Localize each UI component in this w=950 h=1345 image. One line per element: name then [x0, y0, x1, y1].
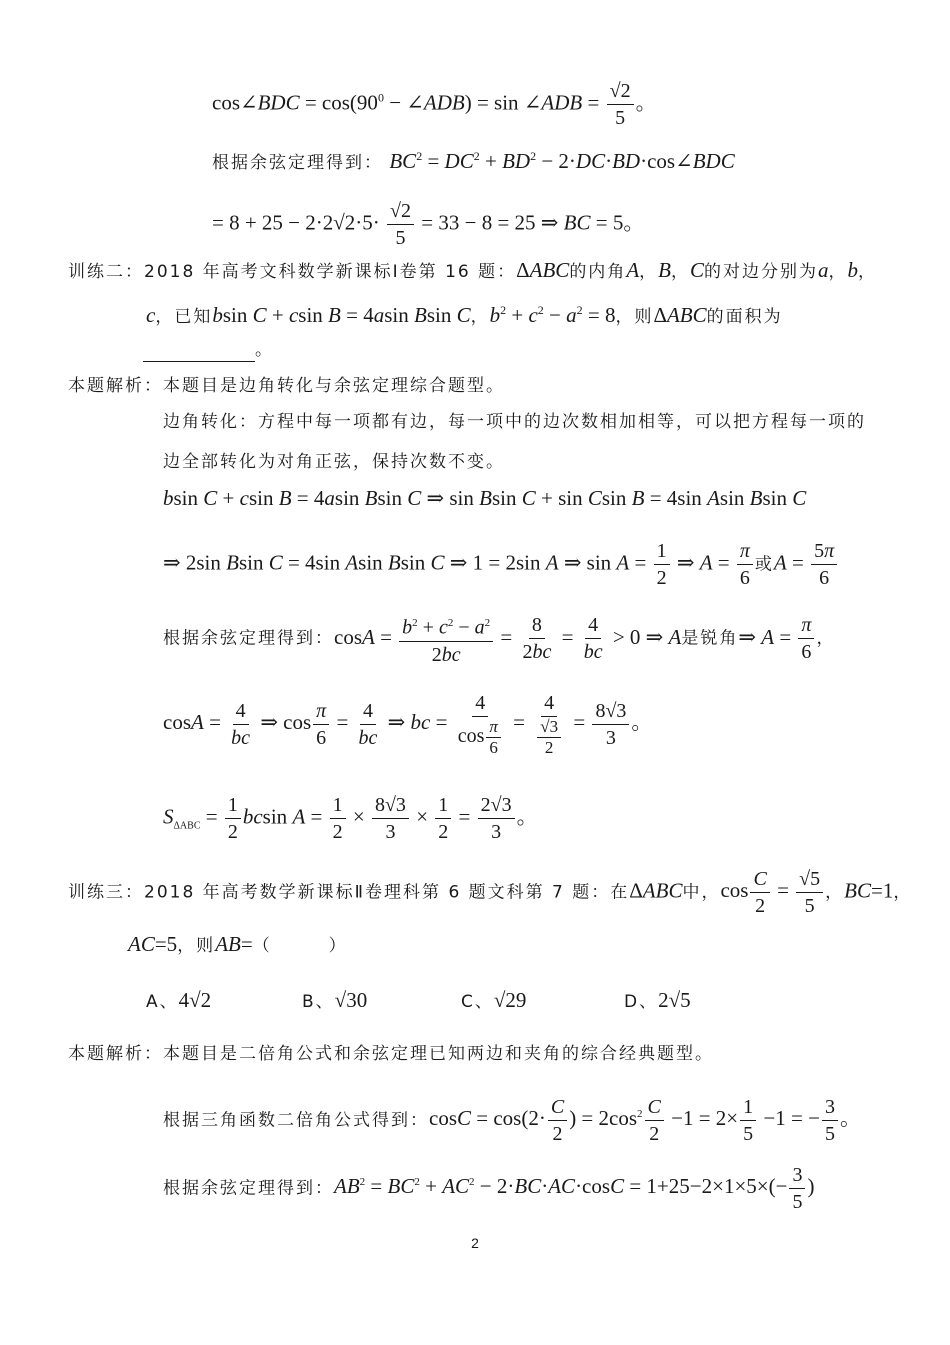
analysis-text-line-1: 边角转化：方程中每一项都有边，每一项中的边次数相加相等，可以把方程每一项的 [163, 412, 866, 432]
analysis-text-line-2: 边全部转化为对角正弦，保持次数不变。 [163, 452, 505, 472]
math-line-sine-transform: bsin C + csin B = 4asin Bsin C ⇒ sin Bsin C + sin Csin B = 4sin Asin Bsin C [163, 486, 807, 510]
math-line-bc-result: = 8 + 25 − 2·2√2·5· $\frac{√2}{5}$ = 33 − 8 = 25 ⇒ BC = 5。 [212, 200, 645, 249]
choice-d: D、2√5 [624, 988, 691, 1012]
math-line-cos-a: 根据余弦定理得到：cosA = $\frac{b^2 + c^2 - a^2}{2bc}$ = $\frac{8}{2bc}$ = $\frac{4}{bc}$ > 0 ⇒ A是锐角⇒ A = $\frac{\pi}{6}$ ， [163, 610, 835, 668]
answer-blank: 。 [143, 336, 274, 362]
math-line-double-angle: 根据三角函数二倍角公式得到：cosC = cos(2· $\frac{C}{2}$ ) = $2\cos^2$ $\frac{C}{2}$ −1 = 2× $\frac{1}{5}$ −1 = − $\frac{3}{5}$ 。 [163, 1096, 861, 1145]
math-line-cosine-law-bc: 根据余弦定理得到： $BC^2 = DC^2 + BD^2$ − 2·DC·BD·cos∠BDC [212, 149, 735, 173]
math-line-bc-value: cosA = $\frac{4}{bc}$ ⇒ cos $\frac{\pi}{6}$ = $\frac{4}{bc}$ ⇒ bc = 4 cos $\frac{\pi}{6}$ = $\frac{4}{\frac{√3}{2}}$ = $\frac{8√3}{3}$ 。 [163, 692, 653, 757]
page-number: 2 [471, 1235, 479, 1251]
math-line-ab-cosine-law: 根据余弦定理得到：$AB^2 = BC^2 + AC^2 - 2\cdot BC\cdot AC\cdot\cos C = 1+25-2\times 1\times 5\times(-$ $\frac{3}{5}$ ) [163, 1164, 815, 1213]
analysis-heading-two: 本题解析：本题目是边角转化与余弦定理综合题型。 [68, 376, 505, 396]
problem-heading-training-two: 训练二：2018 年高考文科数学新课标Ⅰ卷第 16 题：ΔABC的内角A，B，C的对边分别为a，b， [68, 258, 877, 282]
math-line-cos-bdc: cos∠BDC = $\cos(90^0$ − ∠ADB) = sin ∠ADB = $\frac{√2}{5}$ 。 [212, 80, 657, 129]
choice-c: C、√29 [461, 988, 527, 1012]
analysis-heading-three: 本题解析：本题目是二倍角公式和余弦定理已知两边和夹角的综合经典题型。 [68, 1044, 714, 1064]
choice-a: A、4√2 [146, 988, 212, 1012]
math-line-solve-a: ⇒ 2sin Bsin C = 4sin Asin Bsin C ⇒ 1 = 2sin A ⇒ sin A = $\frac{1}{2}$ ⇒ A = $\frac{\pi}{6}$ 或A = $\frac{5\pi}{6}$ [163, 538, 839, 591]
math-line-area: $S_{\Delta ABC}$ = $\frac{1}{2}$ bcsin A = $\frac{1}{2}$ × $\frac{8√3}{3}$ × $\frac{1}{2}$ = $\frac{2√3}{3}$ 。 [163, 794, 538, 843]
problem-condition-training-two: c，已知bsin C + csin B = 4asin Bsin C，$b^2 + c^2 - a^2 = 8$，则ΔABC的面积为 [146, 303, 783, 327]
problem-question-ab: AC=5，则AB=（ ） [128, 932, 348, 956]
problem-heading-training-three: 训练三：2018 年高考数学新课标Ⅱ卷理科第 6 题文科第 7 题：在ΔABC中，cos $\frac{C}{2}$ = $\frac{√5}{5}$ ，BC=1， [68, 868, 913, 917]
choice-b: B、√30 [302, 988, 368, 1012]
